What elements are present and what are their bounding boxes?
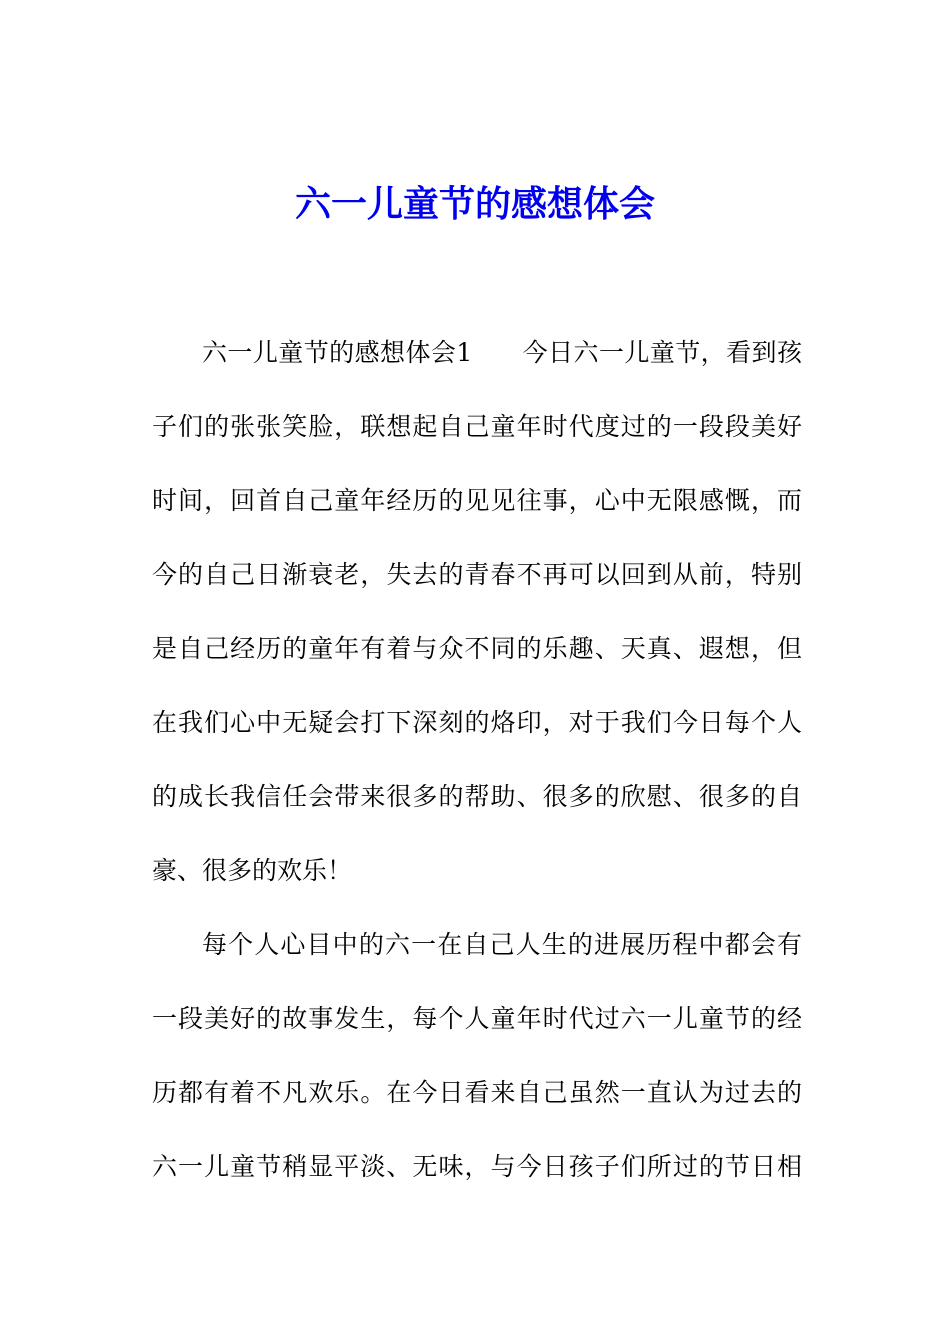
paragraph-1-line-2: 子们的张张笑脸，联想起自己童年时代度过的一段段美好: [152, 412, 802, 441]
paragraph-1-line-7: 的成长我信任会带来很多的帮助、很多的欣慰、很多的自: [152, 782, 802, 811]
document-title: 六一儿童节的感想体会: [294, 183, 655, 225]
paragraph-1-line-6: 在我们心中无疑会打下深刻的烙印，对于我们今日每个人: [152, 708, 802, 737]
paragraph-1-line-3: 时间，回首自己童年经历的见见往事，心中无限感慨，而: [152, 486, 802, 515]
paragraph-2: [152, 908, 802, 1204]
paragraph-1-line-1: [152, 316, 802, 390]
paragraph-1-line-8: 豪、很多的欢乐！: [152, 856, 353, 885]
paragraph-1-line-5: 是自己经历的童年有着与众不同的乐趣、天真、遐想，但: [152, 634, 802, 663]
paragraph-1-heading: 六一儿童节的感想体会1: [202, 338, 473, 367]
paragraph-1-text: 今日六一儿童节，看到孩: [522, 338, 802, 367]
paragraph-2-line-1: 每个人心目中的六一在自己人生的进展历程中都会有: [202, 930, 802, 959]
paragraph-2-line-4: 六一儿童节稍显平淡、无味，与今日孩子们所过的节日相: [152, 1152, 802, 1181]
paragraph-2-line-3: 历都有着不凡欢乐。在今日看来自己虽然一直认为过去的: [152, 1078, 802, 1107]
paragraph-1: [152, 316, 802, 908]
paragraph-2-line-2: 一段美好的故事发生，每个人童年时代过六一儿童节的经: [152, 1004, 802, 1033]
paragraph-1-line-4: 今的自己日渐衰老，失去的青春不再可以回到从前，特别: [152, 560, 802, 589]
